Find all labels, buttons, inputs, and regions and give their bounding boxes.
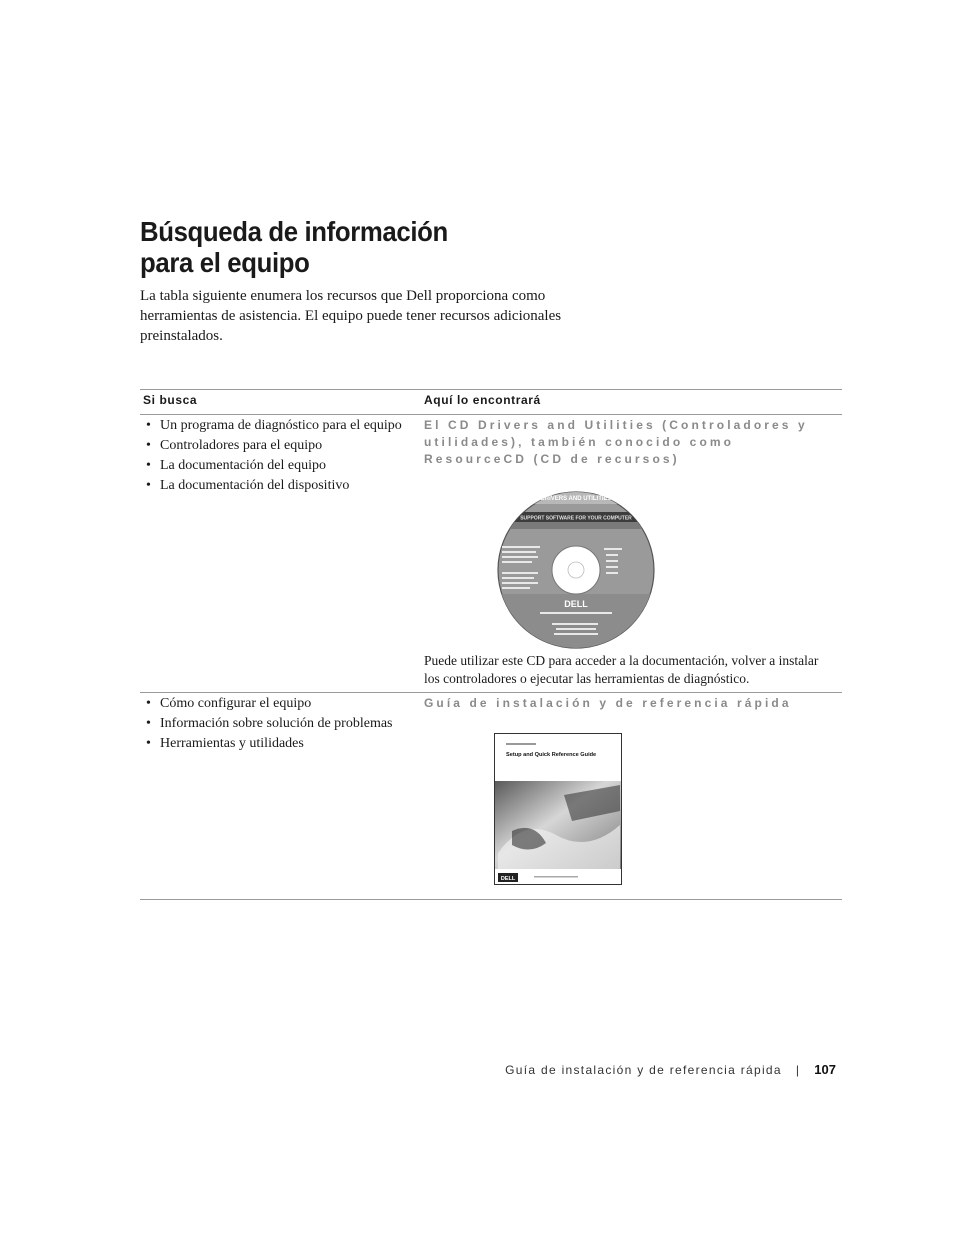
footer-guide-name: Guía de instalación y de referencia rápida [505,1063,782,1077]
cd-top-text: DRIVERS AND UTILITIES [540,496,612,502]
list-item: • Controladores para el equipo [146,436,402,456]
list-item: • La documentación del equipo [146,456,402,476]
row-2-source-title: Guía de instalación y de referencia rápida [424,696,792,710]
row-1-source-title: El CD Drivers and Utilities (Controladores y utilidades), también conocido como ResourceCD (CD de recursos) [424,418,808,466]
list-item: • Un programa de diagnóstico para el equipo [146,416,402,436]
header-si-busca: Si busca [143,393,198,407]
row-2-list [146,694,393,754]
list-item: • Información sobre solución de problemas [146,714,393,734]
cd-band-text: SUPPORT SOFTWARE FOR YOUR COMPUTER [520,515,632,522]
list-item: • Cómo configurar el equipo [146,694,393,714]
table-top-rule [140,389,842,390]
booklet-brand-logo: DELL [500,876,516,882]
cd-brand-logo: DELL [564,599,588,609]
footer-separator: | [795,1063,801,1077]
row-1-description: Puede utilizar este CD para acceder a la documentación, volver a instalar los controladores o ejecutar las herramientas de diagnóstico. [424,653,819,686]
booklet-heading: Setup and Quick Reference Guide [506,752,597,758]
page-title-line-2: para el equipo [140,247,310,278]
page-title-line-1: Búsqueda de información [140,216,448,247]
intro-paragraph: La tabla siguiente enumera los recursos que Dell proporciona como herramientas de asistencia. El equipo puede tener recursos adicionales preinstalados. [140,288,562,344]
page-title [140,216,448,278]
list-item: • La documentación del dispositivo [146,476,402,496]
row-separator [140,692,842,693]
header-aqui-lo-encontrara: Aquí lo encontrará [424,393,541,407]
table-header-rule [140,414,842,415]
table-bottom-rule [140,899,842,900]
page-footer [505,1062,836,1077]
row-1-list [146,416,402,496]
list-item: • Herramientas y utilidades [146,734,393,754]
cd-disc-image [496,490,656,650]
booklet-cover-image [494,733,622,885]
page-number: 107 [814,1062,836,1077]
